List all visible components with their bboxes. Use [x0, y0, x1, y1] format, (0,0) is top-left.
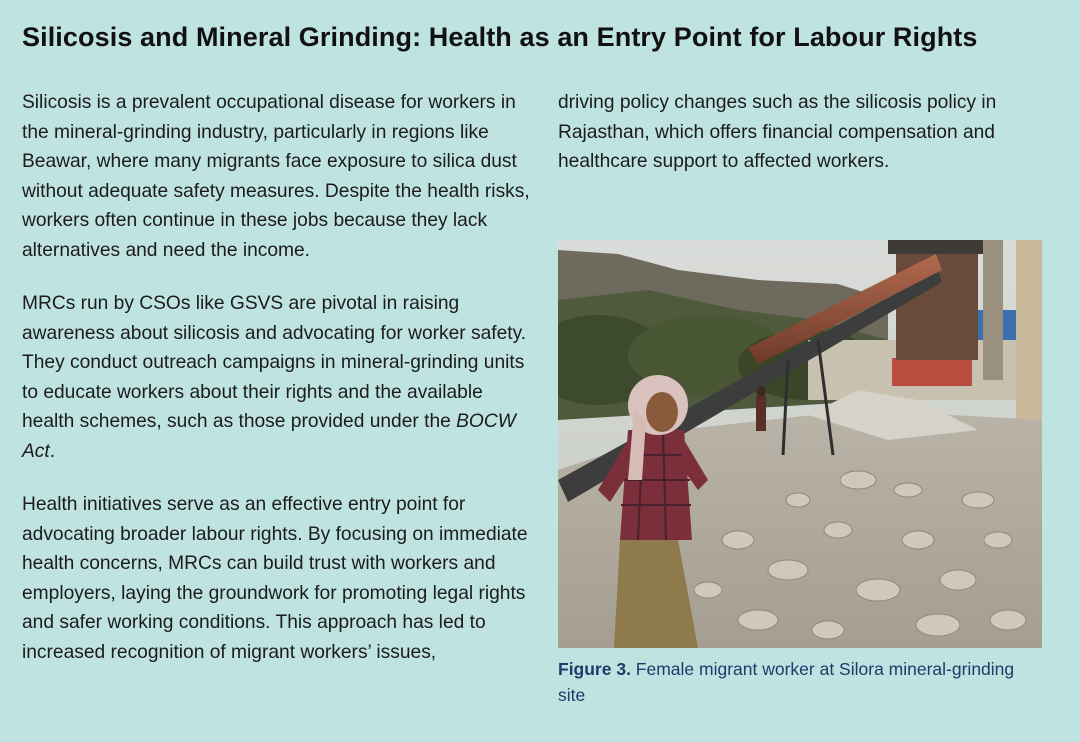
- figure-caption: [558, 656, 1028, 708]
- paragraph-mrc-text: MRCs run by CSOs like GSVS are pivotal in raising awareness about silicosis and advocating for worker safety. They conduct outreach campaigns in mineral-grinding units to educate workers about their rights and the available health schemes, such as those provided under the: [22, 293, 527, 432]
- paragraph-policy-changes: driving policy changes such as the silicosis policy in Rajasthan, which offers financial compensation and healthcare support to affected workers.: [558, 92, 997, 172]
- page-title: Silicosis and Mineral Grinding: Health as an Entry Point for Labour Rights: [22, 22, 978, 52]
- paragraph-health-initiatives: Health initiatives serve as an effective entry point for advocating broader labour rights. By focusing on immediate health concerns, MRCs can build trust with workers and employers, laying the groundwork for promoting legal rights and safer working conditions. This approach has led to increased recognition of migrant workers’ issues,: [22, 494, 528, 663]
- worker-photo-illustration: [558, 240, 1042, 648]
- figure-photo: [558, 240, 1042, 648]
- paragraph-mrc-end: .: [49, 440, 56, 462]
- bocw-act-text: BOCW Act: [22, 411, 516, 462]
- paragraph-mrc-role: [22, 289, 532, 466]
- paragraph-silicosis-intro: Silicosis is a prevalent occupational disease for workers in the mineral-grinding industry, particularly in regions like Beawar, where many migrants face exposure to silica dust without adequate safety measures. Despite the health risks, workers often continue in these jobs because they lack alternatives and need the income.: [22, 92, 530, 261]
- right-column: [558, 88, 1053, 177]
- left-column: [22, 88, 532, 667]
- figure-label: Figure 3.: [558, 659, 631, 679]
- figure-caption-text: Female migrant worker at Silora mineral-grinding site: [558, 659, 1015, 705]
